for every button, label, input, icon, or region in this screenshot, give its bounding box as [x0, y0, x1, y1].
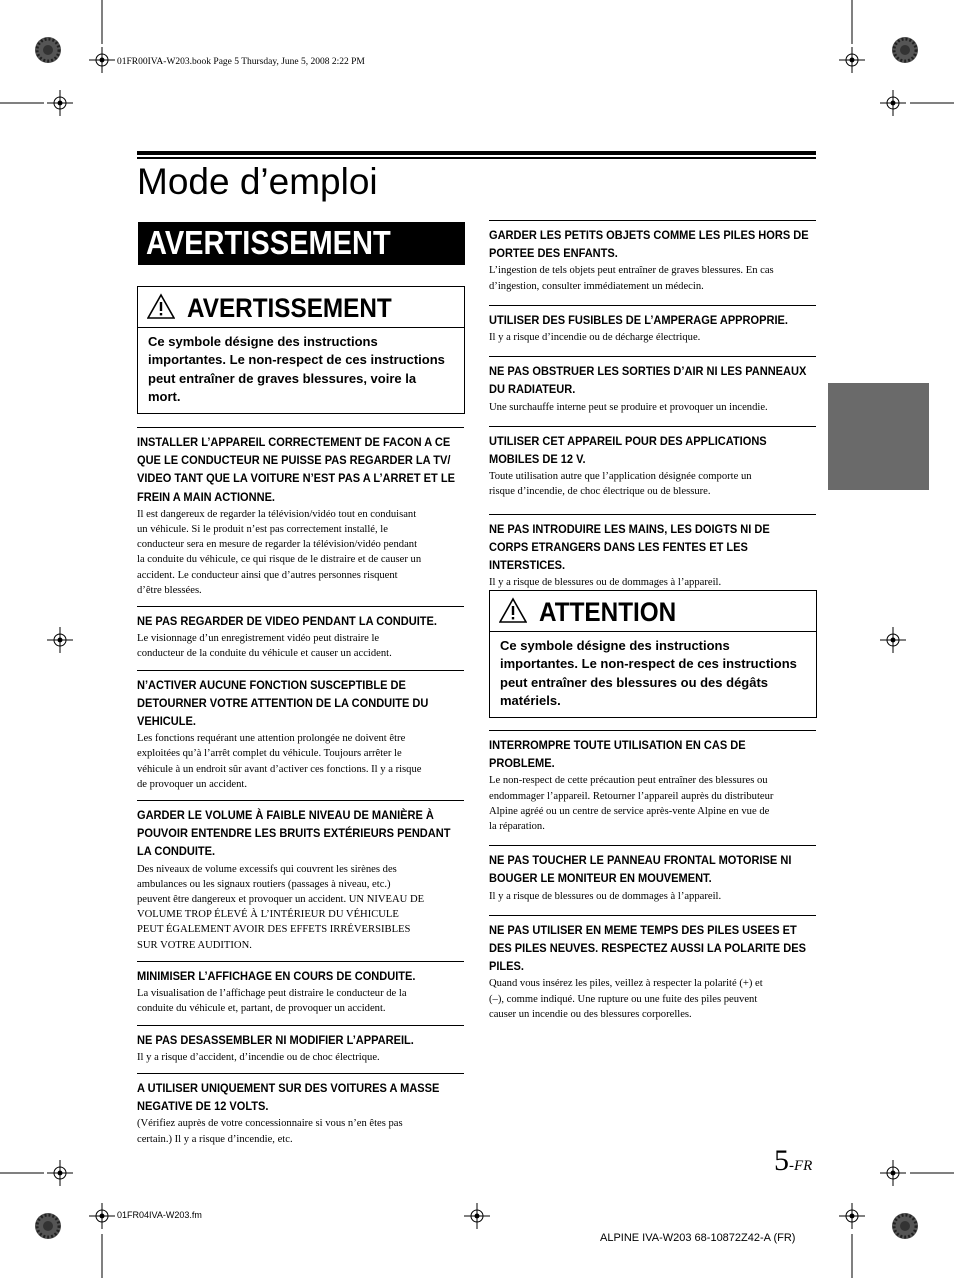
left-column	[137, 427, 464, 1147]
section-banner	[138, 222, 465, 265]
warning-box-line: Ce symbole désigne des instructions	[148, 334, 378, 349]
footer-file-name: 01FR04IVA-W203.fm	[117, 1210, 202, 1220]
warning-box	[137, 286, 465, 414]
section-body: Des niveaux de volume excessifs qui couvrent les sirènes des ambulances ou les signaux routiers (passages à niveau, etc.) peuvent être dangereux et provoquer un accident. UN NIVEAU DE VOLUME TROP ÉLEVÉ À L’INTÉRIEUR DU VÉHICULE PEUT ÉGALEMENT AVOIR DES EFFETS IRRÉVERSIBLES SUR VOTRE AUDITION.	[137, 863, 425, 951]
page-number	[774, 1144, 812, 1178]
warning-section	[489, 220, 816, 294]
warning-section	[489, 514, 816, 591]
warning-section	[137, 670, 464, 792]
section-heading: UTILISER CET APPAREIL POUR DES APPLICATIONS MOBILES DE 12 V.	[489, 433, 767, 467]
section-body: Il y a risque de blessures ou de dommages à l’appareil.	[489, 577, 722, 589]
section-heading: NE PAS UTILISER EN MEME TEMPS DES PILES USEES ET DES PILES NEUVES. RESPECTEZ AUSSI LA POLARITE DES PILES.	[489, 922, 806, 974]
warning-triangle-icon	[147, 293, 175, 319]
warning-section	[137, 1025, 464, 1065]
section-heading: GARDER LE VOLUME À FAIBLE NIVEAU DE MANIÈRE À POUVOIR ENTENDRE LES BRUITS EXTÉRIEURS PENDANT LA CONDUITE.	[137, 808, 451, 859]
section-heading: UTILISER DES FUSIBLES DE L’AMPERAGE APPROPRIE.	[489, 312, 788, 327]
warning-box-header	[138, 287, 464, 327]
page-title: Mode d’emploi	[137, 161, 378, 202]
section-body: Les fonctions requérant une attention prolongée ne doivent être exploitées qu’à l’arrêt complet du véhicule. Toujours arrêter le véhicule à un endroit sûr avant d’activer ces fonctions. Il y a risque de provoquer un accident.	[137, 733, 422, 790]
section-body: Il y a risque d’incendie ou de décharge électrique.	[489, 332, 701, 344]
warning-box-text	[148, 333, 445, 406]
section-heading: N’ACTIVER AUCUNE FONCTION SUSCEPTIBLE DE DETOURNER VOTRE ATTENTION DE LA CONDUITE DU VEHICULE.	[137, 677, 429, 729]
caution-section	[489, 845, 816, 904]
attention-box-line: Ce symbole désigne des instructions	[500, 638, 730, 653]
section-body: Une surchauffe interne peut se produire et provoquer un incendie.	[489, 401, 768, 413]
section-body: (Vérifiez auprès de votre concessionnaire si vous n’en êtes pas certain.) Il y a risque d’incendie, etc.	[137, 1118, 403, 1145]
warning-section	[489, 426, 816, 500]
warning-box-line: importantes. Le non-respect de ces instructions	[148, 352, 445, 368]
attention-box-header	[490, 591, 816, 631]
section-heading: NE PAS INTRODUIRE LES MAINS, LES DOIGTS NI DE CORPS ETRANGERS DANS LES FENTES ET LES INTERSTICES.	[489, 521, 770, 573]
title-rule-thick	[137, 151, 816, 155]
attention-box-title: ATTENTION	[539, 597, 677, 627]
warning-section	[137, 606, 464, 662]
page-number-value: 5	[774, 1144, 789, 1177]
attention-box-text	[500, 637, 797, 710]
section-body: Il y a risque d’accident, d’incendie ou de choc électrique.	[137, 1051, 380, 1063]
warning-section	[489, 356, 816, 415]
warning-box-line: mort.	[148, 388, 181, 404]
attention-box-line: peut entraîner des blessures ou des dégâts	[500, 674, 769, 690]
section-heading: MINIMISER L’AFFICHAGE EN COURS DE CONDUITE.	[137, 968, 416, 983]
section-heading: INSTALLER L’APPAREIL CORRECTEMENT DE FACON A CE QUE LE CONDUCTEUR NE PUISSE PAS REGARDER LA TV/ VIDEO TANT QUE LA VOITURE N’EST PAS A L’ARRET ET LE FREIN A MAIN ACTIONNE.	[137, 435, 455, 504]
section-body: Quand vous insérez les piles, veillez à respecter la polarité (+) et (–), comme indiqué. Une rupture ou une fuite des piles peuvent causer un incendie ou des blessures corporelles.	[489, 978, 763, 1020]
chapter-tab	[828, 383, 929, 490]
warning-triangle-icon	[499, 597, 527, 623]
section-banner-label: AVERTISSEMENT	[146, 224, 391, 261]
warning-section	[137, 961, 464, 1017]
caution-section	[489, 915, 816, 1022]
attention-box-line: importantes. Le non-respect de ces instructions	[500, 656, 797, 672]
section-body: Il y a risque de blessures ou de dommages à l’appareil.	[489, 890, 722, 902]
attention-box-divider	[490, 631, 816, 632]
page-number-suffix: -FR	[789, 1158, 813, 1174]
section-heading: NE PAS OBSTRUER LES SORTIES D’AIR NI LES PANNEAUX DU RADIATEUR.	[489, 364, 807, 397]
section-heading: A UTILISER UNIQUEMENT SUR DES VOITURES A MASSE NEGATIVE DE 12 VOLTS.	[137, 1080, 440, 1114]
attention-box-line: matériels.	[500, 692, 561, 708]
warning-box-line: peut entraîner de graves blessures, voire la	[148, 370, 417, 386]
header-file-info: 01FR00IVA-W203.book Page 5 Thursday, June 5, 2008 2:22 PM	[117, 57, 365, 67]
section-body: L’ingestion de tels objets peut entraîner de graves blessures. En cas d’ingestion, consulter immédiatement un médecin.	[489, 265, 774, 292]
section-heading: NE PAS REGARDER DE VIDEO PENDANT LA CONDUITE.	[137, 614, 437, 629]
section-heading: NE PAS DESASSEMBLER NI MODIFIER L’APPAREIL.	[137, 1032, 414, 1047]
warning-section	[137, 1073, 464, 1147]
section-body: Le non-respect de cette précaution peut entraîner des blessures ou endommager l’appareil. Retourner l’appareil auprès du distributeur Alpine agréé ou un centre de service après-vente Alpine en vue de la réparation.	[489, 775, 774, 833]
right-column-bottom	[489, 730, 816, 1022]
caution-section	[489, 730, 816, 834]
section-body: Il est dangereux de regarder la télévision/vidéo tout en conduisant un véhicule. Si le produit n’est pas correctement installé, le conducteur sera en mesure de regarder la télévision/vidéo pendant la conduite du véhicule, ce qui risque de le distraire et de causer un accident. Le conducteur ainsi que d’autres personnes risquent d’être blessées.	[137, 508, 422, 596]
title-rule-thin	[137, 157, 816, 159]
section-body: La visualisation de l’affichage peut distraire le conducteur de la conduite du véhicule et, partant, de provoquer un accident.	[137, 988, 407, 1015]
warning-section	[137, 800, 464, 953]
warning-box-divider	[138, 327, 464, 328]
section-heading: NE PAS TOUCHER LE PANNEAU FRONTAL MOTORISE NI BOUGER LE MONITEUR EN MOUVEMENT.	[489, 853, 792, 886]
section-heading: INTERROMPRE TOUTE UTILISATION EN CAS DE PROBLEME.	[489, 738, 746, 771]
footer-model: ALPINE IVA-W203 68-10872Z42-A (FR)	[600, 1232, 796, 1244]
attention-box	[489, 590, 817, 718]
warning-section	[137, 427, 464, 598]
warning-section	[489, 305, 816, 345]
section-body: Le visionnage d’un enregistrement vidéo peut distraire le conducteur de la conduite du véhicule et causer un accident.	[137, 633, 392, 660]
right-column-top	[489, 220, 816, 590]
section-body: Toute utilisation autre que l’application désignée comporte un risque d’incendie, de choc électrique ou de blessure.	[489, 471, 752, 498]
warning-box-title: AVERTISSEMENT	[187, 293, 392, 323]
section-heading: GARDER LES PETITS OBJETS COMME LES PILES HORS DE PORTEE DES ENFANTS.	[489, 228, 809, 261]
